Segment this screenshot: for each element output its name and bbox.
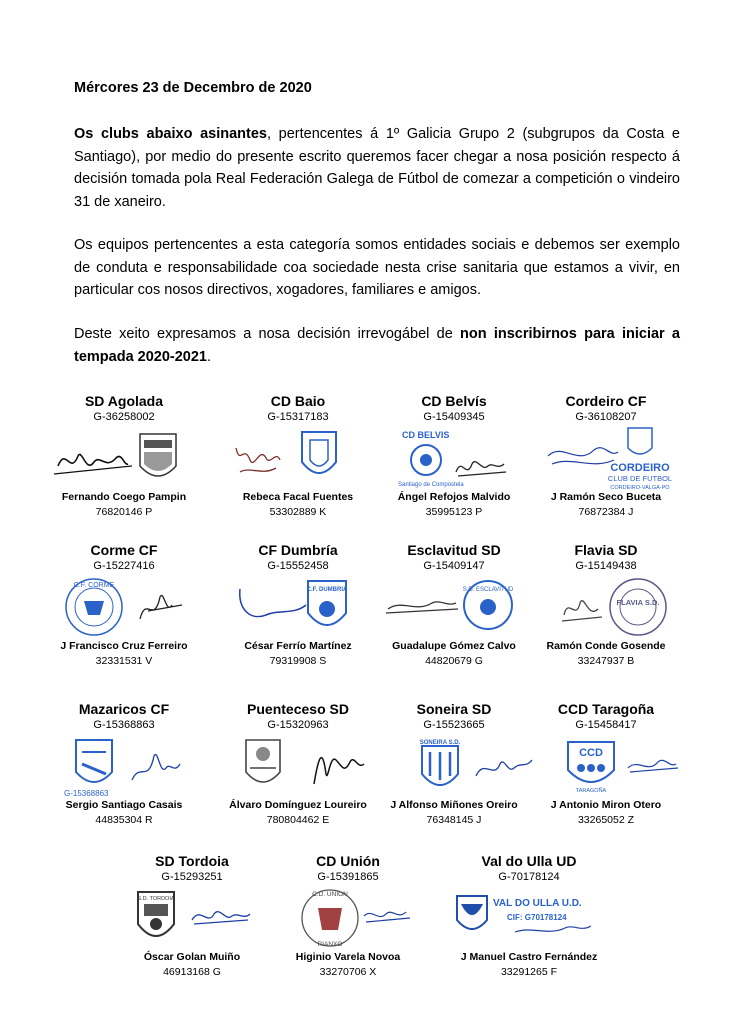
club-name: Mazaricos CF [78, 701, 170, 717]
club-cif: G-15409345 [423, 411, 485, 423]
club-block-mazaricos-cf [36, 700, 212, 827]
signature-corme [36, 575, 212, 639]
signature-stamp-area [210, 426, 386, 490]
stamp-subtext: RIANXO [317, 941, 343, 948]
club-block-cd-union [260, 852, 436, 979]
shield-crest-icon [140, 434, 176, 476]
stamp-text: S.D. ESCLAVITUD [462, 587, 514, 593]
signature-belvis [366, 426, 542, 490]
round-stamp-icon [610, 579, 666, 635]
signature-stamp-area [36, 426, 212, 490]
signer-dni: 44835304 R [95, 814, 153, 826]
club-cif: G-15227416 [93, 560, 155, 572]
club-block-cd-baio [210, 392, 386, 519]
signer-dni: 79319908 S [269, 655, 327, 667]
club-block-sd-tordoia [104, 852, 280, 979]
club-name: Puenteceso SD [247, 701, 349, 717]
club-name: Val do Ulla UD [481, 853, 577, 869]
club-cif: G-15523665 [423, 719, 485, 731]
signature-stamp-area [366, 734, 542, 798]
club-block-puenteceso-sd [210, 700, 386, 827]
club-name: Soneira SD [416, 701, 492, 717]
paragraph-intro [74, 123, 680, 213]
signer-name: Ramón Conde Gosende [546, 640, 666, 652]
signer-dni: 780804462 E [266, 814, 330, 826]
signer-name: Guadalupe Gómez Calvo [392, 640, 516, 652]
club-name: CD Baio [270, 393, 326, 409]
signer-dni: 33265052 Z [577, 814, 635, 826]
stamp-text: S.D. TORDOIA [137, 896, 175, 902]
club-block-esclavitud-sd [366, 541, 542, 668]
stamp-text: CORDEIRO [610, 462, 670, 474]
stamp-text: VAL DO ULLA U.D. [493, 898, 582, 909]
signer-dni: 35995123 P [425, 506, 483, 518]
signer-dni: 53302889 K [269, 506, 327, 518]
signature-stamp-area [104, 886, 280, 950]
stamp-subtext: CLUB DE FUTBOL [607, 474, 673, 483]
club-name: Cordeiro CF [565, 393, 647, 409]
club-block-cordeiro-cf [518, 392, 694, 519]
club-cif: G-15293251 [161, 871, 223, 883]
signature-stamp-area [366, 426, 542, 490]
shield-crest-icon [76, 740, 112, 782]
signature-tordoia [104, 886, 280, 950]
club-cif: G-15409147 [423, 560, 485, 572]
shield-crest-icon [568, 742, 614, 782]
signer-name: Óscar Golan Muiño [143, 951, 241, 963]
signature-soneira [366, 734, 542, 798]
club-name: Esclavitud SD [407, 542, 501, 558]
signature-stamp-area [260, 886, 436, 950]
signature-puenteceso [210, 734, 386, 798]
club-name: CCD Taragoña [557, 701, 655, 717]
club-block-soneira-sd [366, 700, 542, 827]
paragraph-decision [74, 323, 680, 368]
shield-crest-icon [137, 892, 174, 936]
shield-crest-icon [246, 740, 280, 782]
club-block-val-do-ulla-ud [441, 852, 617, 979]
shield-crest-icon [422, 746, 458, 785]
signature-esclavitud [366, 575, 542, 639]
club-block-corme-cf [36, 541, 212, 668]
stamp-text: C.F. CORME [73, 582, 115, 589]
stamp-text: CCD [579, 747, 603, 759]
signer-dni: 33270706 X [319, 966, 377, 978]
signature-stamp-area [518, 426, 694, 490]
signature-flavia [518, 575, 694, 639]
stamp-cif: CIF: G70178124 [507, 913, 567, 922]
signer-name: Rebeca Facal Fuentes [242, 491, 354, 503]
signer-name: J Antonio Miron Otero [550, 799, 662, 811]
club-block-cf-dumbria [210, 541, 386, 668]
stamp-subtext: Santiago de Compostela [398, 482, 464, 488]
signature-stamp-area [210, 575, 386, 639]
signature-baio [210, 426, 386, 490]
club-cif: G-15458417 [575, 719, 637, 731]
club-name: Corme CF [90, 542, 158, 558]
stamp-subtext: TARAGOÑA [575, 788, 607, 794]
shield-crest-icon [302, 432, 336, 473]
club-block-flavia-sd [518, 541, 694, 668]
stamp-text: C.F. DUMBRIA [306, 587, 348, 593]
signer-name: J Ramón Seco Buceta [550, 491, 662, 503]
club-block-cd-belvis [366, 392, 542, 519]
club-cif: G-36258002 [93, 411, 155, 423]
club-cif: G-15391865 [317, 871, 379, 883]
signature-dumbria [210, 575, 386, 639]
club-name: SD Agolada [84, 393, 164, 409]
club-block-sd-agolada [36, 392, 212, 519]
signature-stamp-area [518, 575, 694, 639]
signer-dni: 33291265 F [500, 966, 558, 978]
stamp-text: FLAVIA S.D. [616, 598, 660, 607]
club-name: CD Unión [316, 853, 380, 869]
paragraph-context: Os equipos pertencentes a esta categoría somos entidades sociais e debemos ser exemplo de conduta e responsabilidade coa sociedade nesta crise sanitaria que estamos a vivir, en particular cos nosos directivos, xogadores, familiares e amigos. [74, 237, 680, 298]
club-cif: G-70178124 [498, 871, 560, 883]
stamp-text: CD BELVIS [402, 430, 450, 440]
signer-name: Sergio Santiago Casais [65, 799, 183, 811]
signature-agolada [36, 426, 212, 490]
signer-dni: 46913168 G [163, 966, 221, 978]
signer-dni: 32331531 V [95, 655, 153, 667]
club-cif: G-15317183 [267, 411, 329, 423]
signer-dni: 76348145 J [426, 814, 482, 826]
stamp-text: C.D. UNION [312, 891, 348, 898]
club-name: Flavia SD [574, 542, 638, 558]
shield-crest-icon [628, 428, 652, 454]
date-line: Mércores 23 de Decembro de 2020 [74, 80, 312, 96]
club-cif: G-15149438 [575, 560, 637, 572]
intro-bold: Os clubs abaixo asinantes [74, 126, 267, 142]
club-cif: G-15320963 [267, 719, 329, 731]
club-block-ccd-taragona [518, 700, 694, 827]
signer-name: J Alfonso Miñones Oreiro [390, 799, 518, 811]
signature-stamp-area [441, 886, 617, 950]
club-name: CF Dumbría [258, 542, 338, 558]
signature-stamp-area [36, 575, 212, 639]
signer-dni: 33247937 B [577, 655, 635, 667]
stamp-text: SONEIRA S.D. [419, 740, 461, 746]
signer-name: Fernando Coego Pampin [61, 491, 187, 503]
stamp-cif: G-15368863 [64, 789, 109, 798]
club-cif: G-15552458 [267, 560, 329, 572]
club-name: SD Tordoia [155, 853, 229, 869]
signature-valdoulla [441, 886, 617, 950]
club-cif: G-36108207 [575, 411, 637, 423]
signer-dni: 44820679 G [425, 655, 483, 667]
signer-name: J Francisco Cruz Ferreiro [60, 640, 188, 652]
shield-crest-icon [307, 581, 348, 625]
signature-stamp-area [518, 734, 694, 798]
signer-name: Ángel Refojos Malvido [397, 491, 511, 503]
signer-name: César Ferrío Martínez [244, 640, 352, 652]
signer-dni: 76872384 J [578, 506, 634, 518]
signer-dni: 76820146 P [95, 506, 153, 518]
signature-taragona [518, 734, 694, 798]
signature-cordeiro [518, 426, 694, 490]
signature-mazaricos [36, 734, 212, 798]
stamp-subtext: CORDEIRO-VALGA-PO [610, 485, 670, 490]
signer-name: Higinio Varela Novoa [295, 951, 401, 963]
intro-text: , pertencentes á 1º Galicia Grupo 2 (subgrupos da Costa e Santiago), por medio do presente escrito queremos facer chegar a nosa posición respecto á decisión tomada pola Real Federación Galega de Fútbol de comezar a competición o vindeiro 31 de xaneiro. [74, 126, 680, 210]
decision-bold: non inscribirnos para iniciar a tempada 2020-2021 [74, 326, 680, 365]
signer-name: J Manuel Castro Fernández [460, 951, 598, 963]
signature-stamp-area [366, 575, 542, 639]
decision-text: Deste xeito expresamos a nosa decisión irrevogábel de [74, 326, 461, 342]
signature-stamp-area [36, 734, 212, 798]
signature-stamp-area [210, 734, 386, 798]
decision-end: . [207, 348, 212, 365]
signature-union [260, 886, 436, 950]
signer-name: Álvaro Domínguez Loureiro [229, 799, 367, 811]
club-cif: G-15368863 [93, 719, 155, 731]
shield-crest-icon [457, 896, 487, 929]
club-name: CD Belvís [421, 393, 487, 409]
